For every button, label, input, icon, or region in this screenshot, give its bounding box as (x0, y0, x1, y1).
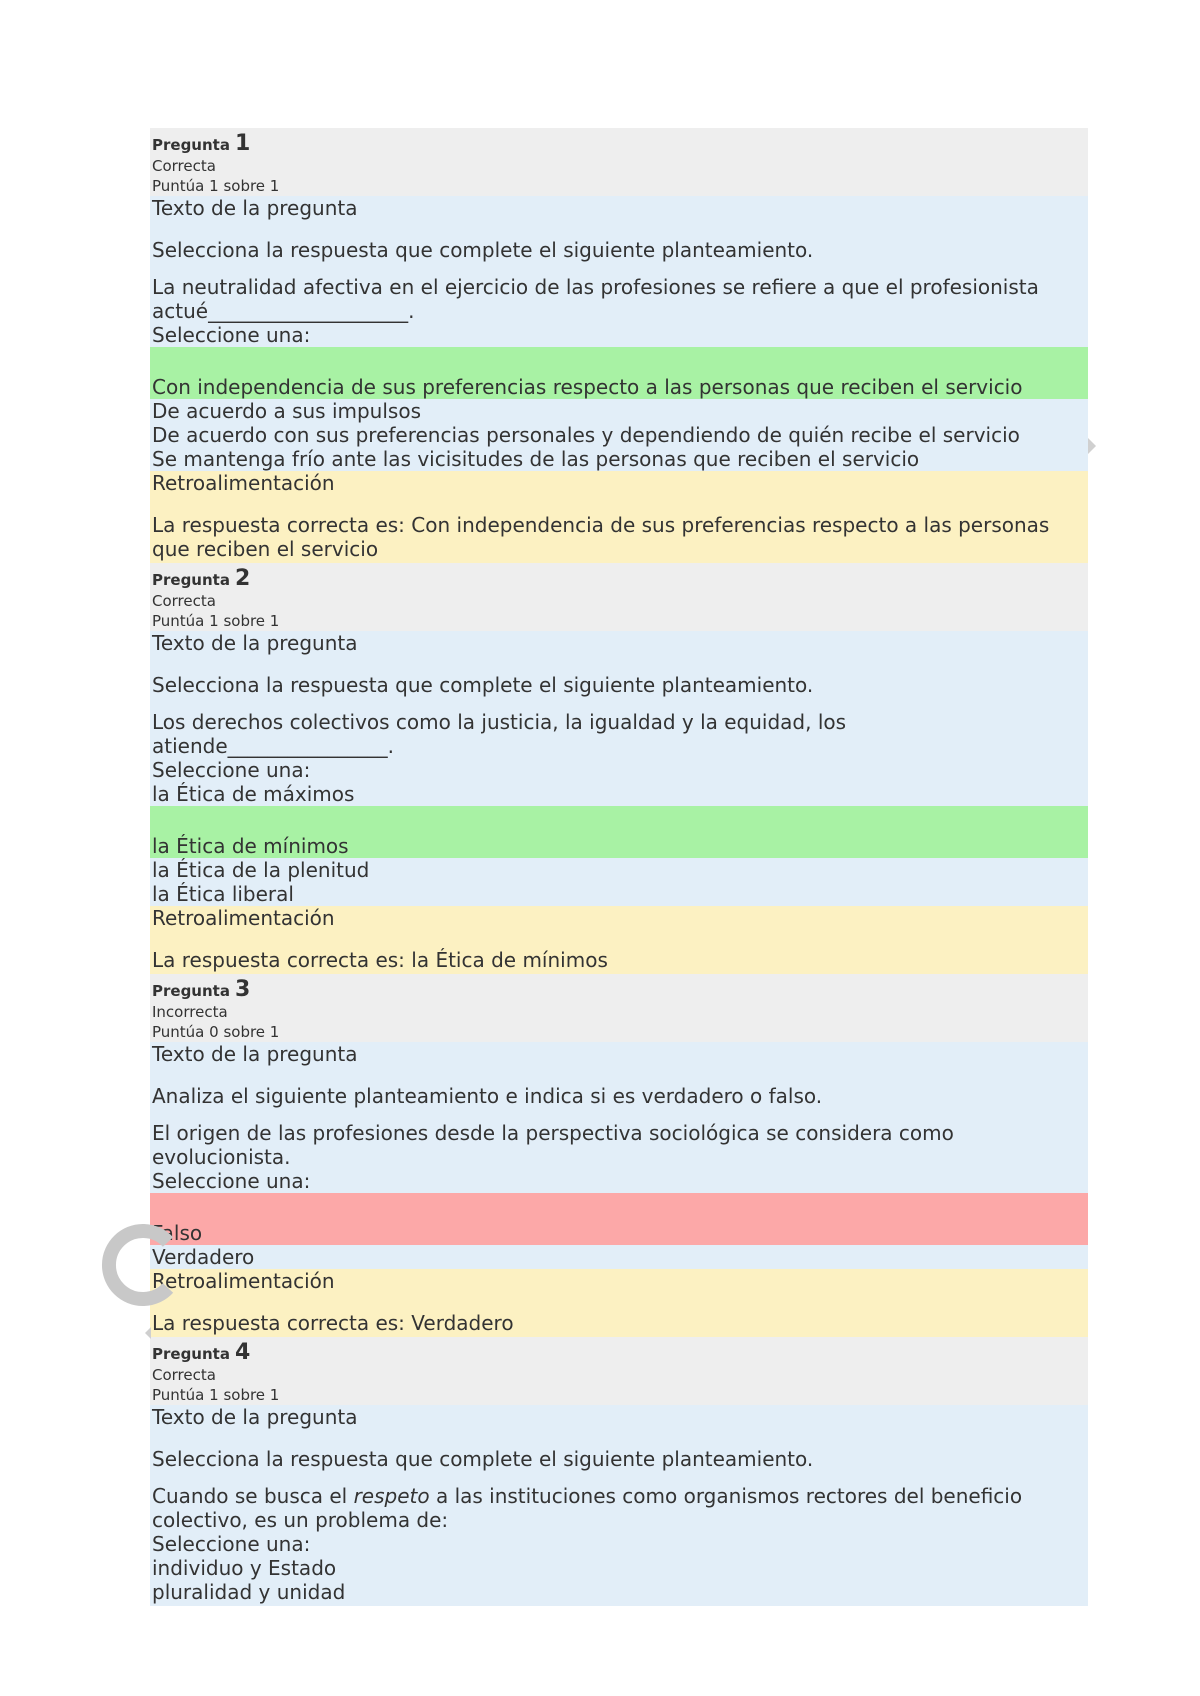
select-one-label: Seleccione una: (152, 758, 311, 782)
question-1 (150, 128, 1088, 563)
statement-part: Cuando se busca el (152, 1484, 354, 1508)
answer-option[interactable]: la Ética de la plenitud (152, 858, 370, 882)
select-one-label: Seleccione una: (152, 1532, 311, 1556)
loading-spinner-icon (96, 1224, 178, 1306)
question-grade: Puntúa 0 sobre 1 (152, 1023, 280, 1041)
select-one-label: Seleccione una: (152, 323, 311, 347)
quiz-review (150, 128, 1088, 1606)
feedback-correct-answer: La respuesta correcta es: Verdadero (152, 1311, 514, 1335)
question-prompt: Analiza el siguiente planteamiento e indica si es verdadero o falso. (152, 1084, 823, 1108)
question-prompt: Selecciona la respuesta que complete el siguiente planteamiento. (152, 1447, 814, 1471)
answer-option[interactable]: De acuerdo con sus preferencias personales y dependiendo de quién recibe el servicio (152, 423, 1020, 447)
question-label: Pregunta (152, 1345, 230, 1363)
answer-option[interactable]: Se mantenga frío ante las vicisitudes de las personas que reciben el servicio (152, 447, 920, 471)
question-label: Pregunta (152, 982, 230, 1000)
question-statement: La neutralidad afectiva en el ejercicio de las profesiones se refiere a que el profesionista actué____________________. (152, 275, 1039, 323)
feedback-box (150, 1269, 1088, 1337)
question-number: 2 (235, 566, 251, 591)
next-arrow-icon[interactable] (1088, 438, 1096, 454)
question-text-heading: Texto de la pregunta (152, 196, 358, 220)
question-number-row (152, 1342, 1086, 1365)
feedback-correct-answer: La respuesta correcta es: Con independencia de sus preferencias respecto a las personas que reciben el servicio (152, 513, 1050, 561)
answer-option[interactable]: De acuerdo a sus impulsos (152, 399, 421, 423)
answer-option[interactable]: la Ética de máximos (152, 782, 355, 806)
question-number-row (152, 133, 1086, 156)
question-info (150, 563, 1088, 631)
question-prompt: Selecciona la respuesta que complete el siguiente planteamiento. (152, 238, 814, 262)
question-state: Correcta (152, 157, 216, 175)
answer-option[interactable]: Verdadero (152, 1245, 255, 1269)
question-label: Pregunta (152, 571, 230, 589)
question-statement: El origen de las profesiones desde la perspectiva sociológica se considera como evolucionista. (152, 1121, 954, 1169)
question-4 (150, 1337, 1088, 1606)
question-content (150, 196, 1088, 471)
feedback-correct-answer: La respuesta correcta es: la Ética de mínimos (152, 948, 608, 972)
feedback-heading: Retroalimentación (152, 471, 335, 495)
question-number-row (152, 568, 1086, 591)
question-number: 4 (235, 1340, 251, 1365)
answer-option[interactable]: la Ética liberal (152, 882, 294, 906)
question-text-heading: Texto de la pregunta (152, 631, 358, 655)
question-2 (150, 563, 1088, 974)
question-content (150, 631, 1088, 906)
question-number-row (152, 979, 1086, 1002)
feedback-box (150, 471, 1088, 563)
question-label: Pregunta (152, 136, 230, 154)
back-arrow-icon[interactable] (145, 1327, 151, 1339)
question-3 (150, 974, 1088, 1337)
answer-option-correct[interactable]: la Ética de mínimos (150, 806, 1088, 858)
question-info (150, 1337, 1088, 1405)
question-content (150, 1405, 1088, 1606)
statement-emphasis: respeto (353, 1484, 430, 1508)
feedback-heading: Retroalimentación (152, 906, 335, 930)
question-grade: Puntúa 1 sobre 1 (152, 177, 280, 195)
question-number: 1 (235, 131, 251, 156)
question-text-heading: Texto de la pregunta (152, 1405, 358, 1429)
question-grade: Puntúa 1 sobre 1 (152, 612, 280, 630)
answer-option[interactable]: pluralidad y unidad (152, 1580, 346, 1604)
question-statement: Los derechos colectivos como la justicia, la igualdad y la equidad, los atiende________________. (152, 710, 847, 758)
question-prompt: Selecciona la respuesta que complete el siguiente planteamiento. (152, 673, 814, 697)
question-info (150, 128, 1088, 196)
answer-option[interactable]: individuo y Estado (152, 1556, 337, 1580)
question-statement (152, 1484, 1086, 1532)
answer-option-correct[interactable]: Con independencia de sus preferencias respecto a las personas que reciben el servicio (150, 347, 1088, 399)
answer-option-incorrect[interactable]: Falso (150, 1193, 1088, 1245)
question-state: Correcta (152, 592, 216, 610)
question-state: Incorrecta (152, 1003, 228, 1021)
question-grade: Puntúa 1 sobre 1 (152, 1386, 280, 1404)
question-content (150, 1042, 1088, 1269)
feedback-heading: Retroalimentación (152, 1269, 335, 1293)
question-state: Correcta (152, 1366, 216, 1384)
question-number: 3 (235, 977, 251, 1002)
select-one-label: Seleccione una: (152, 1169, 311, 1193)
question-text-heading: Texto de la pregunta (152, 1042, 358, 1066)
statement-part: a las instituciones como organismos rectores del beneficio colectivo, es un problema de: (152, 1484, 1023, 1532)
feedback-box (150, 906, 1088, 974)
question-info (150, 974, 1088, 1042)
